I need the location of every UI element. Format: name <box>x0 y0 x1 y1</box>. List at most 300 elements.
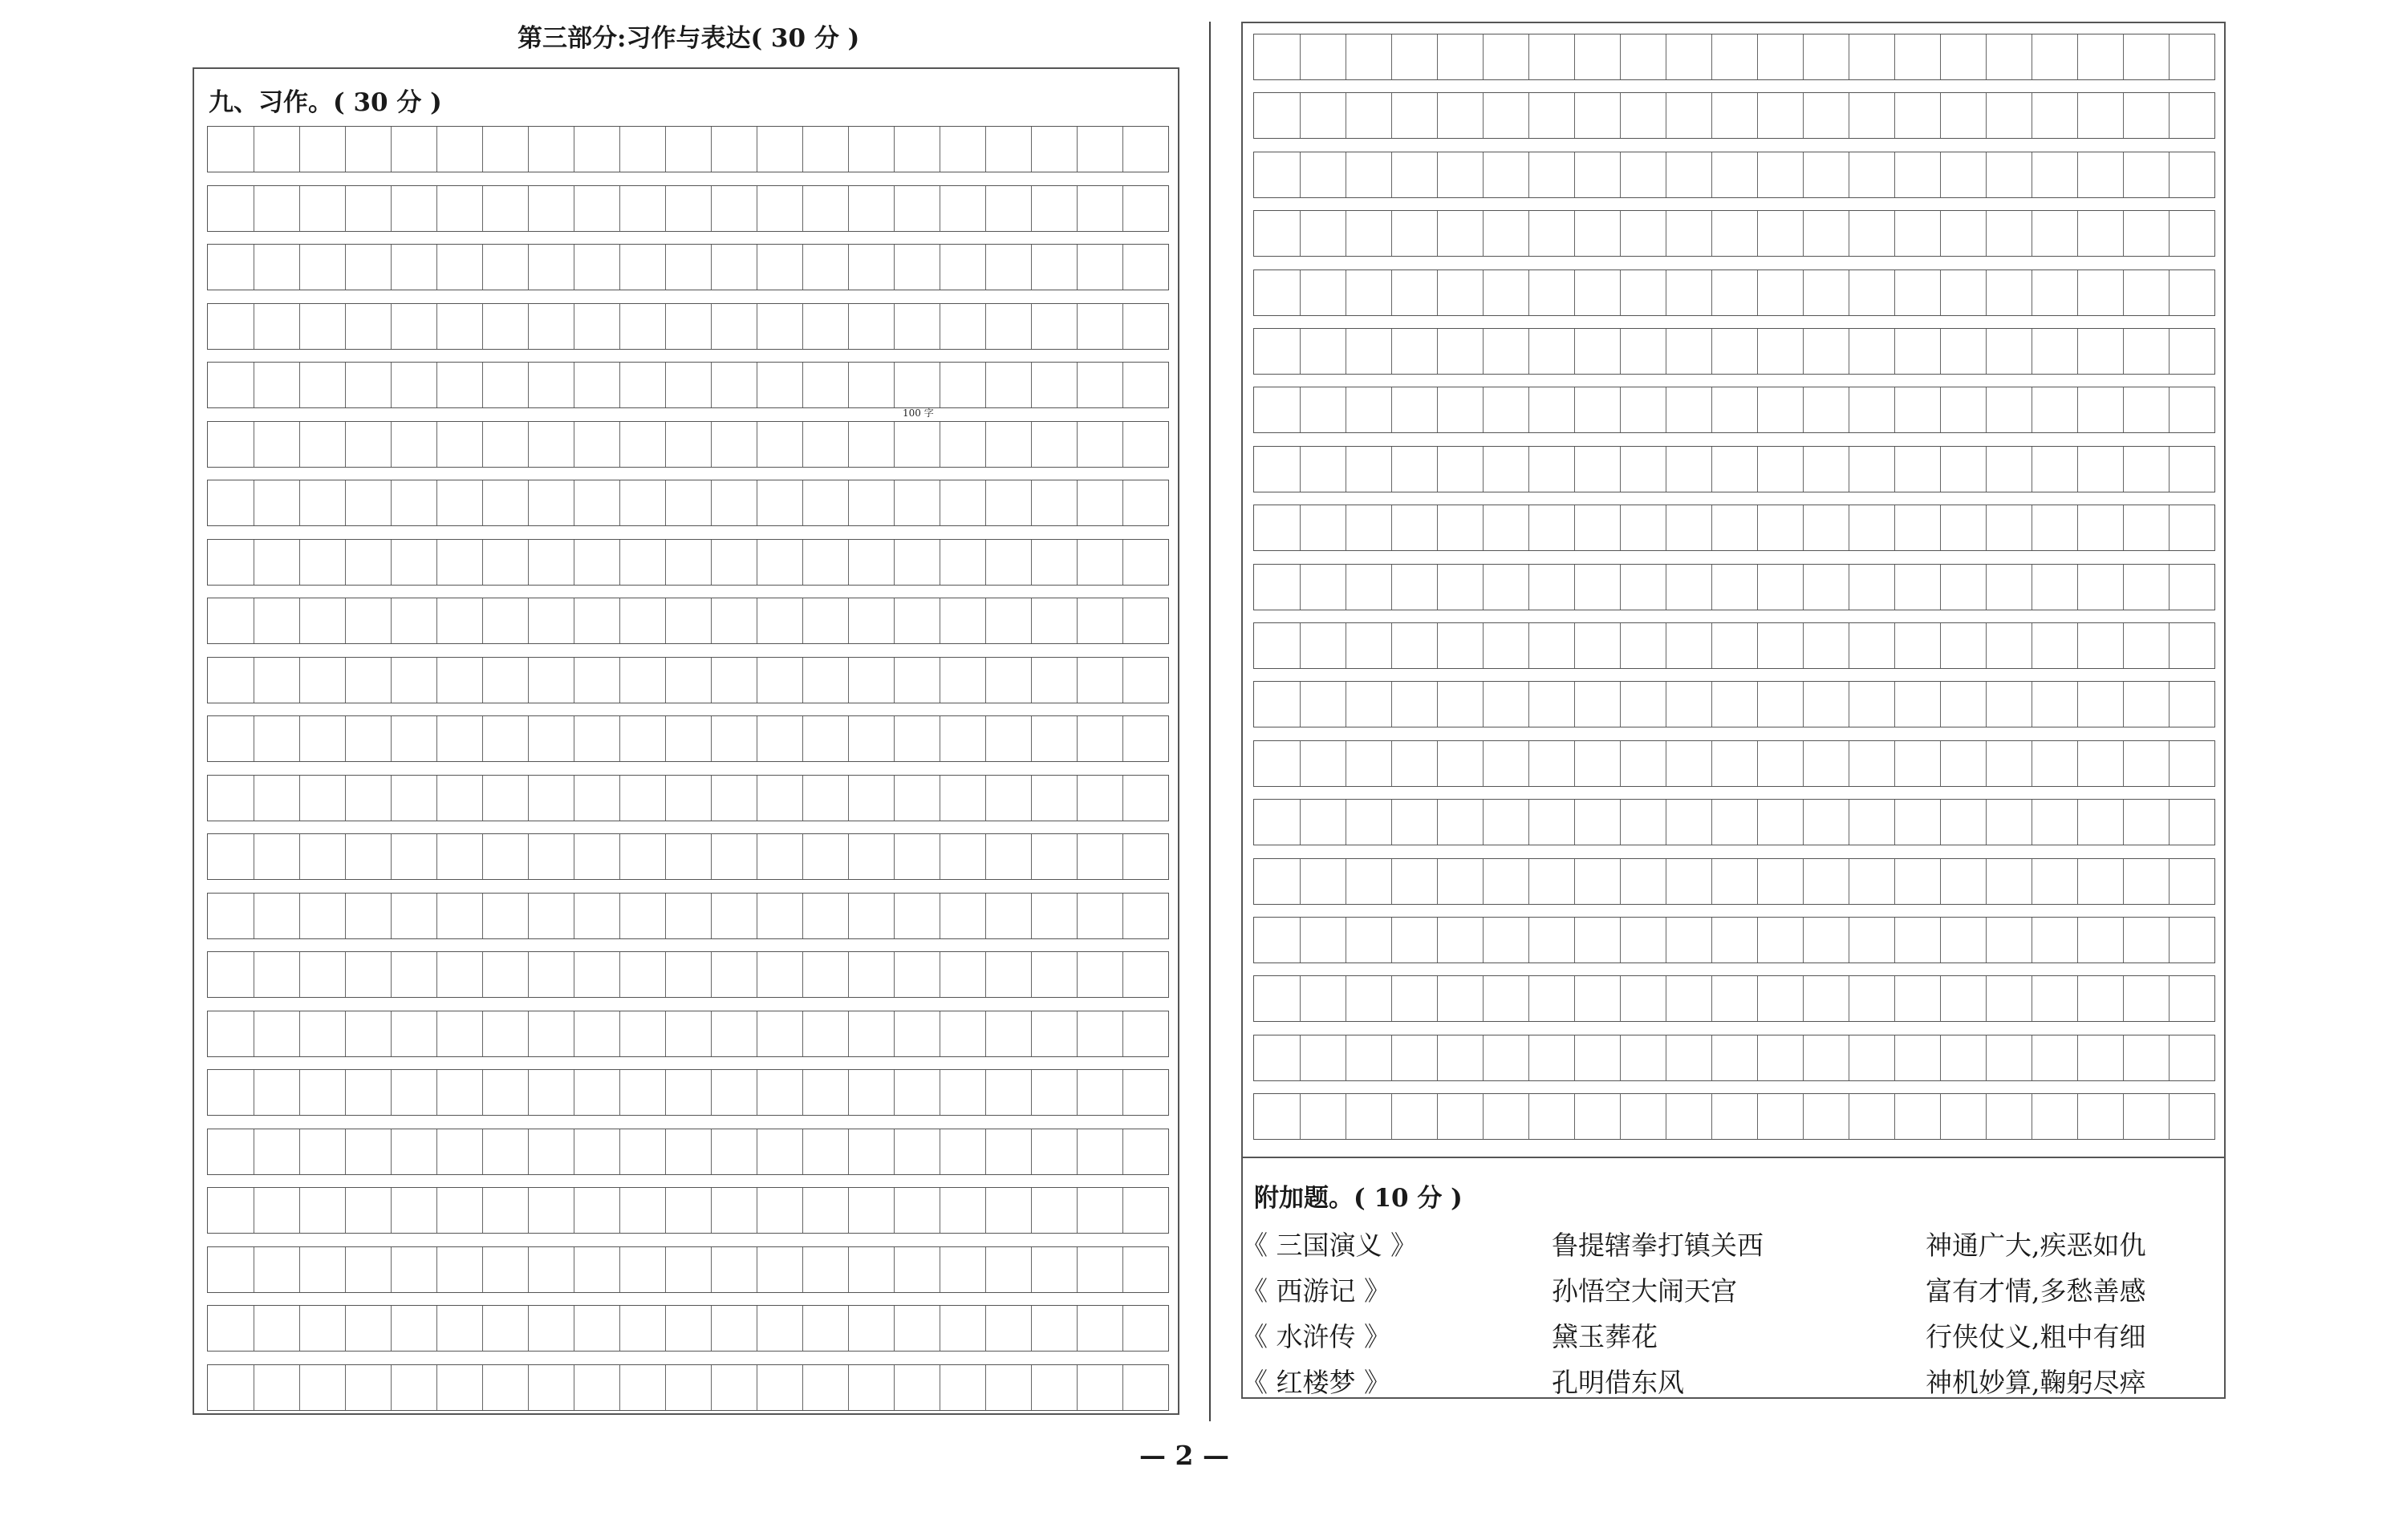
grid-cell[interactable] <box>1346 1094 1391 1139</box>
grid-cell[interactable] <box>254 1070 299 1115</box>
grid-cell[interactable] <box>2169 623 2214 668</box>
grid-cell[interactable] <box>1849 682 1894 727</box>
grid-cell[interactable] <box>1711 387 1757 432</box>
grid-cell[interactable] <box>1122 127 1168 172</box>
grid-cell[interactable] <box>985 422 1031 467</box>
grid-cell[interactable] <box>1300 1094 1346 1139</box>
grid-cell[interactable] <box>391 1188 436 1233</box>
grid-cell[interactable] <box>528 894 574 938</box>
grid-cell[interactable] <box>1077 422 1122 467</box>
grid-cell[interactable] <box>1437 270 1483 315</box>
grid-cell[interactable] <box>528 1306 574 1351</box>
grid-cell[interactable] <box>1483 505 1528 550</box>
grid-cell[interactable] <box>940 1070 985 1115</box>
grid-cell[interactable] <box>528 658 574 703</box>
grid-cell[interactable] <box>1254 976 1300 1021</box>
grid-cell[interactable] <box>2169 152 2214 197</box>
grid-cell[interactable] <box>1711 329 1757 374</box>
grid-cell[interactable] <box>1391 1035 1437 1080</box>
grid-cell[interactable] <box>1391 565 1437 610</box>
grid-cell[interactable] <box>1483 93 1528 138</box>
grid-cell[interactable] <box>254 834 299 879</box>
grid-cell[interactable] <box>1031 363 1077 407</box>
grid-cell[interactable] <box>1254 387 1300 432</box>
grid-cell[interactable] <box>1528 211 1574 256</box>
grid-cell[interactable] <box>391 952 436 997</box>
grid-cell[interactable] <box>2077 152 2123 197</box>
grid-cell[interactable] <box>436 1070 482 1115</box>
grid-cell[interactable] <box>1254 1094 1300 1139</box>
grid-cell[interactable] <box>1757 859 1803 904</box>
grid-cell[interactable] <box>482 894 528 938</box>
grid-cell[interactable] <box>1757 1094 1803 1139</box>
grid-cell[interactable] <box>208 186 254 231</box>
grid-cell[interactable] <box>1940 1094 1986 1139</box>
grid-cell[interactable] <box>985 716 1031 761</box>
grid-cell[interactable] <box>1757 682 1803 727</box>
grid-cell[interactable] <box>665 1188 711 1233</box>
grid-cell[interactable] <box>1940 329 1986 374</box>
grid-cell[interactable] <box>1077 245 1122 290</box>
grid-cell[interactable] <box>940 1365 985 1410</box>
grid-cell[interactable] <box>2123 34 2169 79</box>
grid-cell[interactable] <box>574 363 619 407</box>
grid-cell[interactable] <box>1391 859 1437 904</box>
grid-cell[interactable] <box>574 776 619 821</box>
grid-cell[interactable] <box>1031 186 1077 231</box>
grid-cell[interactable] <box>1849 152 1894 197</box>
grid-cell[interactable] <box>391 363 436 407</box>
grid-cell[interactable] <box>1528 800 1574 845</box>
grid-cell[interactable] <box>391 480 436 525</box>
grid-cell[interactable] <box>1346 270 1391 315</box>
grid-cell[interactable] <box>1391 270 1437 315</box>
grid-cell[interactable] <box>894 245 940 290</box>
grid-cell[interactable] <box>2123 152 2169 197</box>
grid-cell[interactable] <box>848 1306 894 1351</box>
grid-cell[interactable] <box>1346 152 1391 197</box>
grid-cell[interactable] <box>940 363 985 407</box>
grid-cell[interactable] <box>1528 152 1574 197</box>
grid-cell[interactable] <box>299 304 345 349</box>
grid-cell[interactable] <box>802 1011 848 1056</box>
grid-cell[interactable] <box>940 422 985 467</box>
grid-cell[interactable] <box>1574 270 1620 315</box>
grid-cell[interactable] <box>665 834 711 879</box>
grid-cell[interactable] <box>940 776 985 821</box>
grid-cell[interactable] <box>619 1188 665 1233</box>
grid-cell[interactable] <box>757 598 802 643</box>
grid-cell[interactable] <box>208 1188 254 1233</box>
grid-cell[interactable] <box>391 894 436 938</box>
grid-cell[interactable] <box>482 952 528 997</box>
grid-cell[interactable] <box>1757 447 1803 492</box>
grid-cell[interactable] <box>1849 329 1894 374</box>
grid-cell[interactable] <box>1666 800 1711 845</box>
grid-cell[interactable] <box>2032 34 2077 79</box>
grid-cell[interactable] <box>1254 800 1300 845</box>
grid-cell[interactable] <box>1711 800 1757 845</box>
grid-cell[interactable] <box>619 186 665 231</box>
grid-cell[interactable] <box>345 598 391 643</box>
grid-cell[interactable] <box>2169 329 2214 374</box>
grid-cell[interactable] <box>254 127 299 172</box>
grid-cell[interactable] <box>1849 93 1894 138</box>
grid-cell[interactable] <box>482 1129 528 1174</box>
grid-cell[interactable] <box>1437 505 1483 550</box>
grid-cell[interactable] <box>802 186 848 231</box>
grid-cell[interactable] <box>665 540 711 585</box>
grid-cell[interactable] <box>208 127 254 172</box>
grid-cell[interactable] <box>1122 1306 1168 1351</box>
grid-cell[interactable] <box>1437 741 1483 786</box>
grid-cell[interactable] <box>2032 270 2077 315</box>
grid-cell[interactable] <box>757 245 802 290</box>
grid-cell[interactable] <box>1620 623 1666 668</box>
grid-cell[interactable] <box>1803 623 1849 668</box>
grid-cell[interactable] <box>2123 800 2169 845</box>
grid-cell[interactable] <box>1620 741 1666 786</box>
grid-cell[interactable] <box>1077 1365 1122 1410</box>
grid-cell[interactable] <box>391 1365 436 1410</box>
grid-cell[interactable] <box>1574 211 1620 256</box>
grid-cell[interactable] <box>391 776 436 821</box>
grid-cell[interactable] <box>2077 270 2123 315</box>
grid-cell[interactable] <box>1300 800 1346 845</box>
grid-cell[interactable] <box>528 1070 574 1115</box>
grid-cell[interactable] <box>2123 565 2169 610</box>
grid-cell[interactable] <box>1437 976 1483 1021</box>
grid-cell[interactable] <box>1528 93 1574 138</box>
grid-cell[interactable] <box>1666 1094 1711 1139</box>
grid-cell[interactable] <box>1528 505 1574 550</box>
grid-cell[interactable] <box>985 834 1031 879</box>
grid-cell[interactable] <box>1849 270 1894 315</box>
grid-cell[interactable] <box>757 1070 802 1115</box>
grid-cell[interactable] <box>1986 918 2032 962</box>
grid-cell[interactable] <box>1666 623 1711 668</box>
grid-cell[interactable] <box>299 1365 345 1410</box>
grid-cell[interactable] <box>1031 1188 1077 1233</box>
grid-cell[interactable] <box>985 1188 1031 1233</box>
grid-cell[interactable] <box>254 186 299 231</box>
grid-cell[interactable] <box>802 245 848 290</box>
grid-cell[interactable] <box>1077 540 1122 585</box>
grid-cell[interactable] <box>1528 34 1574 79</box>
grid-cell[interactable] <box>436 894 482 938</box>
grid-cell[interactable] <box>2032 505 2077 550</box>
grid-cell[interactable] <box>1077 186 1122 231</box>
grid-cell[interactable] <box>208 1070 254 1115</box>
grid-cell[interactable] <box>1528 447 1574 492</box>
grid-cell[interactable] <box>528 834 574 879</box>
grid-cell[interactable] <box>757 186 802 231</box>
grid-cell[interactable] <box>1711 741 1757 786</box>
grid-cell[interactable] <box>1391 741 1437 786</box>
grid-cell[interactable] <box>1803 1035 1849 1080</box>
grid-cell[interactable] <box>802 1129 848 1174</box>
grid-cell[interactable] <box>757 1247 802 1292</box>
grid-cell[interactable] <box>2032 1035 2077 1080</box>
grid-cell[interactable] <box>254 776 299 821</box>
grid-cell[interactable] <box>1757 211 1803 256</box>
grid-cell[interactable] <box>1757 623 1803 668</box>
grid-cell[interactable] <box>711 1188 757 1233</box>
grid-cell[interactable] <box>391 304 436 349</box>
grid-cell[interactable] <box>482 186 528 231</box>
grid-cell[interactable] <box>1254 447 1300 492</box>
grid-cell[interactable] <box>574 952 619 997</box>
grid-cell[interactable] <box>1894 1035 1940 1080</box>
grid-cell[interactable] <box>711 304 757 349</box>
grid-cell[interactable] <box>254 422 299 467</box>
grid-cell[interactable] <box>985 1129 1031 1174</box>
grid-cell[interactable] <box>1122 245 1168 290</box>
grid-cell[interactable] <box>1483 329 1528 374</box>
grid-cell[interactable] <box>1803 447 1849 492</box>
grid-cell[interactable] <box>208 540 254 585</box>
grid-cell[interactable] <box>1077 1129 1122 1174</box>
grid-cell[interactable] <box>802 1365 848 1410</box>
grid-cell[interactable] <box>1574 93 1620 138</box>
grid-cell[interactable] <box>254 1011 299 1056</box>
grid-cell[interactable] <box>1620 329 1666 374</box>
grid-cell[interactable] <box>254 1247 299 1292</box>
grid-cell[interactable] <box>391 1011 436 1056</box>
grid-cell[interactable] <box>208 894 254 938</box>
grid-cell[interactable] <box>1711 1035 1757 1080</box>
grid-cell[interactable] <box>1437 565 1483 610</box>
grid-cell[interactable] <box>1031 304 1077 349</box>
grid-cell[interactable] <box>1346 918 1391 962</box>
grid-cell[interactable] <box>940 186 985 231</box>
grid-cell[interactable] <box>2032 623 2077 668</box>
grid-cell[interactable] <box>1483 211 1528 256</box>
grid-cell[interactable] <box>528 422 574 467</box>
grid-cell[interactable] <box>940 1129 985 1174</box>
grid-cell[interactable] <box>1894 741 1940 786</box>
grid-cell[interactable] <box>1122 658 1168 703</box>
grid-cell[interactable] <box>1894 387 1940 432</box>
grid-cell[interactable] <box>757 716 802 761</box>
grid-cell[interactable] <box>1574 682 1620 727</box>
grid-cell[interactable] <box>1986 976 2032 1021</box>
grid-cell[interactable] <box>1574 918 1620 962</box>
grid-cell[interactable] <box>1986 211 2032 256</box>
grid-cell[interactable] <box>574 1188 619 1233</box>
grid-cell[interactable] <box>1346 976 1391 1021</box>
grid-cell[interactable] <box>940 894 985 938</box>
grid-cell[interactable] <box>2077 1094 2123 1139</box>
grid-cell[interactable] <box>940 952 985 997</box>
grid-cell[interactable] <box>208 363 254 407</box>
grid-cell[interactable] <box>208 1306 254 1351</box>
grid-cell[interactable] <box>1346 623 1391 668</box>
grid-cell[interactable] <box>1620 505 1666 550</box>
grid-cell[interactable] <box>940 1188 985 1233</box>
grid-cell[interactable] <box>345 1070 391 1115</box>
grid-cell[interactable] <box>757 304 802 349</box>
grid-cell[interactable] <box>391 1306 436 1351</box>
grid-cell[interactable] <box>985 1365 1031 1410</box>
grid-cell[interactable] <box>254 304 299 349</box>
grid-cell[interactable] <box>574 304 619 349</box>
grid-cell[interactable] <box>711 658 757 703</box>
grid-cell[interactable] <box>894 127 940 172</box>
grid-cell[interactable] <box>1528 682 1574 727</box>
grid-cell[interactable] <box>254 480 299 525</box>
grid-cell[interactable] <box>2169 565 2214 610</box>
grid-cell[interactable] <box>1803 152 1849 197</box>
grid-cell[interactable] <box>1803 800 1849 845</box>
grid-cell[interactable] <box>1483 34 1528 79</box>
grid-cell[interactable] <box>757 540 802 585</box>
grid-cell[interactable] <box>1122 540 1168 585</box>
grid-cell[interactable] <box>208 1129 254 1174</box>
grid-cell[interactable] <box>391 422 436 467</box>
grid-cell[interactable] <box>299 598 345 643</box>
grid-cell[interactable] <box>574 480 619 525</box>
grid-cell[interactable] <box>1620 447 1666 492</box>
grid-cell[interactable] <box>528 304 574 349</box>
grid-cell[interactable] <box>1940 1035 1986 1080</box>
grid-cell[interactable] <box>2123 329 2169 374</box>
grid-cell[interactable] <box>1391 93 1437 138</box>
grid-cell[interactable] <box>619 1306 665 1351</box>
grid-cell[interactable] <box>619 1247 665 1292</box>
grid-cell[interactable] <box>802 658 848 703</box>
grid-cell[interactable] <box>985 952 1031 997</box>
grid-cell[interactable] <box>2077 447 2123 492</box>
grid-cell[interactable] <box>619 894 665 938</box>
grid-cell[interactable] <box>1666 447 1711 492</box>
grid-cell[interactable] <box>345 480 391 525</box>
grid-cell[interactable] <box>299 1188 345 1233</box>
grid-cell[interactable] <box>1940 447 1986 492</box>
grid-cell[interactable] <box>1300 741 1346 786</box>
grid-cell[interactable] <box>1757 741 1803 786</box>
grid-cell[interactable] <box>391 540 436 585</box>
grid-cell[interactable] <box>1894 918 1940 962</box>
grid-cell[interactable] <box>940 480 985 525</box>
grid-cell[interactable] <box>619 363 665 407</box>
grid-cell[interactable] <box>1122 1011 1168 1056</box>
grid-cell[interactable] <box>1940 387 1986 432</box>
grid-cell[interactable] <box>711 186 757 231</box>
grid-cell[interactable] <box>1620 976 1666 1021</box>
grid-cell[interactable] <box>1483 565 1528 610</box>
grid-cell[interactable] <box>1666 387 1711 432</box>
grid-cell[interactable] <box>2032 741 2077 786</box>
grid-cell[interactable] <box>482 776 528 821</box>
grid-cell[interactable] <box>391 1070 436 1115</box>
grid-cell[interactable] <box>1940 741 1986 786</box>
grid-cell[interactable] <box>1031 716 1077 761</box>
grid-cell[interactable] <box>711 1011 757 1056</box>
grid-cell[interactable] <box>1757 918 1803 962</box>
grid-cell[interactable] <box>848 776 894 821</box>
grid-cell[interactable] <box>2077 1035 2123 1080</box>
grid-cell[interactable] <box>528 363 574 407</box>
grid-cell[interactable] <box>574 245 619 290</box>
grid-cell[interactable] <box>665 1247 711 1292</box>
grid-cell[interactable] <box>1437 211 1483 256</box>
grid-cell[interactable] <box>1574 152 1620 197</box>
grid-cell[interactable] <box>2077 329 2123 374</box>
grid-cell[interactable] <box>1437 34 1483 79</box>
grid-cell[interactable] <box>1894 34 1940 79</box>
grid-cell[interactable] <box>1437 387 1483 432</box>
grid-cell[interactable] <box>2169 741 2214 786</box>
grid-cell[interactable] <box>208 598 254 643</box>
grid-cell[interactable] <box>2032 1094 2077 1139</box>
grid-cell[interactable] <box>391 598 436 643</box>
grid-cell[interactable] <box>1849 34 1894 79</box>
grid-cell[interactable] <box>2032 329 2077 374</box>
grid-cell[interactable] <box>482 716 528 761</box>
grid-cell[interactable] <box>711 716 757 761</box>
grid-cell[interactable] <box>848 894 894 938</box>
grid-cell[interactable] <box>1620 1094 1666 1139</box>
grid-cell[interactable] <box>1803 859 1849 904</box>
grid-cell[interactable] <box>1031 952 1077 997</box>
grid-cell[interactable] <box>1986 800 2032 845</box>
grid-cell[interactable] <box>574 422 619 467</box>
grid-cell[interactable] <box>711 1365 757 1410</box>
grid-cell[interactable] <box>2032 976 2077 1021</box>
grid-cell[interactable] <box>1254 270 1300 315</box>
grid-cell[interactable] <box>2077 387 2123 432</box>
grid-cell[interactable] <box>2123 93 2169 138</box>
grid-cell[interactable] <box>299 894 345 938</box>
grid-cell[interactable] <box>299 834 345 879</box>
grid-cell[interactable] <box>1077 1011 1122 1056</box>
grid-cell[interactable] <box>711 1070 757 1115</box>
grid-cell[interactable] <box>802 1188 848 1233</box>
grid-cell[interactable] <box>1346 34 1391 79</box>
grid-cell[interactable] <box>345 716 391 761</box>
grid-cell[interactable] <box>2077 918 2123 962</box>
grid-cell[interactable] <box>208 422 254 467</box>
grid-cell[interactable] <box>345 304 391 349</box>
grid-cell[interactable] <box>1254 211 1300 256</box>
grid-cell[interactable] <box>1254 329 1300 374</box>
grid-cell[interactable] <box>1391 152 1437 197</box>
grid-cell[interactable] <box>665 1129 711 1174</box>
grid-cell[interactable] <box>2123 211 2169 256</box>
grid-cell[interactable] <box>1254 682 1300 727</box>
grid-cell[interactable] <box>1528 976 1574 1021</box>
grid-cell[interactable] <box>1894 623 1940 668</box>
grid-cell[interactable] <box>757 480 802 525</box>
grid-cell[interactable] <box>299 127 345 172</box>
grid-cell[interactable] <box>1391 1094 1437 1139</box>
grid-cell[interactable] <box>1254 93 1300 138</box>
grid-cell[interactable] <box>299 1247 345 1292</box>
grid-cell[interactable] <box>254 1306 299 1351</box>
grid-cell[interactable] <box>299 716 345 761</box>
grid-cell[interactable] <box>1300 623 1346 668</box>
grid-cell[interactable] <box>528 1188 574 1233</box>
grid-cell[interactable] <box>1711 270 1757 315</box>
grid-cell[interactable] <box>665 1306 711 1351</box>
grid-cell[interactable] <box>848 1070 894 1115</box>
grid-cell[interactable] <box>711 127 757 172</box>
grid-cell[interactable] <box>1528 623 1574 668</box>
grid-cell[interactable] <box>757 776 802 821</box>
grid-cell[interactable] <box>619 422 665 467</box>
grid-cell[interactable] <box>1346 447 1391 492</box>
